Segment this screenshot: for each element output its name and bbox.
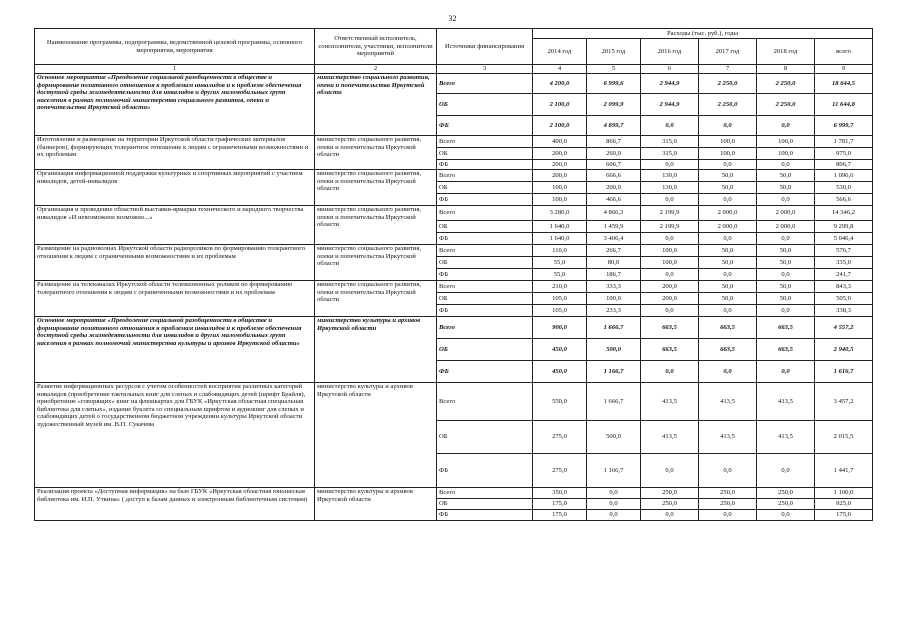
executor: министерство культуры и архивов Иркутской области xyxy=(315,488,437,521)
year-value: 200,0 xyxy=(641,281,699,293)
year-value: 200,0 xyxy=(641,293,699,305)
year-value: 2 199,9 xyxy=(641,221,699,233)
year-value: 0,0 xyxy=(641,454,699,488)
header-executor: Ответственный исполнитель, соисполнители, участники, исполнители мероприятий xyxy=(315,29,437,65)
year-value: 100,0 xyxy=(533,182,587,194)
year-value: 663,5 xyxy=(641,317,699,339)
year-value: 0,0 xyxy=(699,361,757,383)
year-value: 275,0 xyxy=(533,454,587,488)
year-value: 50,0 xyxy=(757,293,815,305)
activity-name: Организация и проведение областной выставки-ярмарки технического и народного творчества инвалидов «И невозможное возможно...» xyxy=(35,206,315,245)
funding-source: ОБ xyxy=(437,499,533,510)
column-index: 9 xyxy=(815,65,873,74)
funding-source: ФБ xyxy=(437,160,533,170)
year-value: 105,0 xyxy=(533,305,587,317)
header-funding-source: Источники финансирования xyxy=(437,29,533,65)
year-value: 0,0 xyxy=(699,116,757,136)
year-value: 0,0 xyxy=(587,499,641,510)
funding-source: Всего xyxy=(437,281,533,293)
total-value: 6 999,7 xyxy=(815,116,873,136)
total-value: 530,0 xyxy=(815,182,873,194)
column-index: 3 xyxy=(437,65,533,74)
year-value: 210,0 xyxy=(533,281,587,293)
activity-name: Развитие информационных ресурсов с учетом особенностей восприятия различных категорий инвалидов (приобретение тактильных книг для слепых и слабовидящих детей (шрифт Брайля), приобретение «говорящих» книг на флешкартах для ГБУК «Иркутская областная специальная библиотека для слепых», издание буклета со специальным шрифтом и аудиокниг для слепых и слабовидящих детей о государственном бюджетном учреждении культуры Иркутской области художественный музей им. В.П. Сукачева xyxy=(35,383,315,488)
year-value: 275,0 xyxy=(533,421,587,454)
total-value: 1 096,6 xyxy=(815,170,873,182)
year-value: 0,0 xyxy=(757,269,815,281)
funding-source: Всего xyxy=(437,317,533,339)
header-year: 2016 год xyxy=(641,39,699,65)
year-value: 663,5 xyxy=(699,317,757,339)
year-value: 666,6 xyxy=(587,170,641,182)
executor: министерство социального развития, опеки и попечительства Иркутской области xyxy=(315,245,437,281)
activity-name: Основное мероприятие «Преодоление социальной разобщенности в обществе и формирование позитивного отношения к проблемам инвалидов и к проблеме обеспечения доступной среды жизнедеятельности для инвалидов и других маломобильных групп населения в рамках полномочий министерства культуры и архивов Иркутской области» xyxy=(35,317,315,383)
year-value: 0,0 xyxy=(587,510,641,521)
header-year: 2014 год xyxy=(533,39,587,65)
year-value: 0,0 xyxy=(641,194,699,206)
total-value: 338,3 xyxy=(815,305,873,317)
year-value: 4 200,0 xyxy=(533,74,587,94)
year-value: 2 000,0 xyxy=(699,206,757,221)
column-index-row xyxy=(35,65,873,74)
year-value: 55,0 xyxy=(533,269,587,281)
year-value: 2 199,9 xyxy=(641,206,699,221)
total-value: 2 940,5 xyxy=(815,339,873,361)
year-value: 400,0 xyxy=(533,136,587,148)
header-total: всего xyxy=(815,39,873,65)
header-year: 2015 год xyxy=(587,39,641,65)
column-index: 1 xyxy=(35,65,315,74)
activity-name: Размещение на телеканалах Иркутской области телевизионных роликов по формированию толерантного отношения к людям с ограниченными возможностями и их проблемам xyxy=(35,281,315,317)
funding-source: ОБ xyxy=(437,339,533,361)
executor: министерство социального развития, опеки и попечительства Иркутской области xyxy=(315,170,437,206)
year-value: 1 666,7 xyxy=(587,317,641,339)
total-value: 4 557,2 xyxy=(815,317,873,339)
year-value: 0,0 xyxy=(699,269,757,281)
year-value: 413,5 xyxy=(641,383,699,421)
executor: министерство культуры и архивов Иркутской области xyxy=(315,383,437,488)
year-value: 0,0 xyxy=(699,160,757,170)
executor: министерство социального развития, опеки и попечительства Иркутской области xyxy=(315,281,437,317)
column-index: 4 xyxy=(533,65,587,74)
year-value: 50,0 xyxy=(757,170,815,182)
year-value: 413,5 xyxy=(757,421,815,454)
year-value: 100,0 xyxy=(757,148,815,160)
table-row xyxy=(35,281,873,293)
total-value: 11 644,8 xyxy=(815,94,873,116)
funding-source: Всего xyxy=(437,206,533,221)
funding-source: ФБ xyxy=(437,510,533,521)
header-year: 2017 год xyxy=(699,39,757,65)
funding-source: ОБ xyxy=(437,148,533,160)
year-value: 50,0 xyxy=(699,293,757,305)
year-value: 130,0 xyxy=(641,170,699,182)
table-row xyxy=(35,206,873,221)
funding-source: ФБ xyxy=(437,233,533,245)
funding-source: ОБ xyxy=(437,293,533,305)
year-value: 200,0 xyxy=(533,170,587,182)
year-value: 413,5 xyxy=(757,383,815,421)
total-value: 1 781,7 xyxy=(815,136,873,148)
funding-source: ФБ xyxy=(437,305,533,317)
year-value: 2 944,9 xyxy=(641,74,699,94)
total-value: 505,0 xyxy=(815,293,873,305)
year-value: 100,0 xyxy=(641,245,699,257)
year-value: 50,0 xyxy=(699,281,757,293)
funding-source: ОБ xyxy=(437,94,533,116)
year-value: 0,0 xyxy=(757,233,815,245)
year-value: 175,0 xyxy=(533,510,587,521)
executor: министерство культуры и архивов Иркутской области xyxy=(315,317,437,383)
year-value: 550,0 xyxy=(533,383,587,421)
funding-source: ОБ xyxy=(437,221,533,233)
page-number: 32 xyxy=(448,14,457,23)
total-value: 14 346,2 xyxy=(815,206,873,221)
year-value: 0,0 xyxy=(699,194,757,206)
table-body xyxy=(35,74,873,521)
year-value: 0,0 xyxy=(757,194,815,206)
column-index: 7 xyxy=(699,65,757,74)
total-value: 175,0 xyxy=(815,510,873,521)
funding-source: Всего xyxy=(437,170,533,182)
year-value: 50,0 xyxy=(699,170,757,182)
funding-source: Всего xyxy=(437,383,533,421)
year-value: 200,0 xyxy=(587,182,641,194)
year-value: 2 250,0 xyxy=(699,94,757,116)
year-value: 80,0 xyxy=(587,257,641,269)
funding-source: Всего xyxy=(437,136,533,148)
year-value: 0,0 xyxy=(757,454,815,488)
year-value: 50,0 xyxy=(699,257,757,269)
total-value: 975,0 xyxy=(815,148,873,160)
year-value: 450,0 xyxy=(533,339,587,361)
total-value: 241,7 xyxy=(815,269,873,281)
year-value: 0,0 xyxy=(699,454,757,488)
total-value: 566,6 xyxy=(815,194,873,206)
year-value: 250,0 xyxy=(757,499,815,510)
year-value: 4 866,3 xyxy=(587,206,641,221)
executor: министерство социального развития, опеки и попечительства Иркутской области xyxy=(315,136,437,170)
year-value: 0,0 xyxy=(641,305,699,317)
year-value: 0,0 xyxy=(757,361,815,383)
year-value: 100,0 xyxy=(587,293,641,305)
year-value: 186,7 xyxy=(587,269,641,281)
year-value: 2 100,0 xyxy=(533,116,587,136)
table-row xyxy=(35,383,873,421)
column-index: 6 xyxy=(641,65,699,74)
year-value: 315,0 xyxy=(641,148,699,160)
year-value: 0,0 xyxy=(641,160,699,170)
year-value: 100,0 xyxy=(533,194,587,206)
year-value: 250,0 xyxy=(641,488,699,499)
year-value: 233,3 xyxy=(587,305,641,317)
year-value: 130,0 xyxy=(641,182,699,194)
year-value: 900,0 xyxy=(533,317,587,339)
total-value: 1 100,0 xyxy=(815,488,873,499)
year-value: 200,0 xyxy=(533,160,587,170)
activity-name: Изготовление и размещение на территории Иркутской области графических материалов (баннеров), формирующих толерантное отношение к людям с ограниченными возможностями и их проблемам xyxy=(35,136,315,170)
year-value: 3 280,0 xyxy=(533,206,587,221)
year-value: 260,0 xyxy=(587,148,641,160)
year-value: 250,0 xyxy=(699,488,757,499)
year-value: 315,0 xyxy=(641,136,699,148)
year-value: 0,0 xyxy=(641,233,699,245)
table-row xyxy=(35,245,873,257)
total-value: 1 441,7 xyxy=(815,454,873,488)
year-value: 250,0 xyxy=(641,499,699,510)
total-value: 2 015,5 xyxy=(815,421,873,454)
year-value: 606,7 xyxy=(587,160,641,170)
year-value: 110,0 xyxy=(533,245,587,257)
year-value: 333,3 xyxy=(587,281,641,293)
total-value: 843,3 xyxy=(815,281,873,293)
year-value: 2 000,0 xyxy=(699,221,757,233)
activity-name: Реализация проекта «Доступная информация» на базе ГБУК «Иркутская областная юношеская библиотека им. И.П. Уткина» ( доступ к базам данных и электронным библиотечным системам) xyxy=(35,488,315,521)
header-expenses: Расходы (тыс. руб.), годы xyxy=(533,29,873,39)
column-index: 8 xyxy=(757,65,815,74)
funding-source: ОБ xyxy=(437,421,533,454)
year-value: 1 640,0 xyxy=(533,233,587,245)
funding-source: ФБ xyxy=(437,194,533,206)
funding-source: ОБ xyxy=(437,257,533,269)
year-value: 250,0 xyxy=(699,499,757,510)
year-value: 2 250,0 xyxy=(699,74,757,94)
year-value: 100,0 xyxy=(641,257,699,269)
column-index: 5 xyxy=(587,65,641,74)
year-value: 663,5 xyxy=(757,317,815,339)
year-value: 3 406,4 xyxy=(587,233,641,245)
year-value: 50,0 xyxy=(757,281,815,293)
total-value: 335,0 xyxy=(815,257,873,269)
year-value: 1 166,7 xyxy=(587,361,641,383)
year-value: 0,0 xyxy=(757,305,815,317)
year-value: 266,7 xyxy=(587,245,641,257)
year-value: 2 250,0 xyxy=(757,74,815,94)
total-value: 806,7 xyxy=(815,160,873,170)
year-value: 1 459,9 xyxy=(587,221,641,233)
year-value: 663,5 xyxy=(641,339,699,361)
total-value: 5 046,4 xyxy=(815,233,873,245)
year-value: 50,0 xyxy=(757,182,815,194)
year-value: 663,5 xyxy=(699,339,757,361)
year-value: 100,0 xyxy=(757,136,815,148)
year-value: 6 999,6 xyxy=(587,74,641,94)
year-value: 0,0 xyxy=(641,269,699,281)
year-value: 2 000,0 xyxy=(757,221,815,233)
year-value: 175,0 xyxy=(533,499,587,510)
year-value: 50,0 xyxy=(699,182,757,194)
year-value: 413,5 xyxy=(699,383,757,421)
total-value: 925,0 xyxy=(815,499,873,510)
year-value: 50,0 xyxy=(699,245,757,257)
year-value: 50,0 xyxy=(757,245,815,257)
funding-source: ОБ xyxy=(437,182,533,194)
executor: министерство социального развития, опеки и попечительства Иркутской области xyxy=(315,206,437,245)
year-value: 2 000,0 xyxy=(757,206,815,221)
table-row xyxy=(35,74,873,94)
year-value: 0,0 xyxy=(757,510,815,521)
year-value: 100,0 xyxy=(699,148,757,160)
year-value: 0,0 xyxy=(641,116,699,136)
year-value: 105,0 xyxy=(533,293,587,305)
year-value: 1 166,7 xyxy=(587,454,641,488)
year-value: 866,7 xyxy=(587,136,641,148)
year-value: 55,0 xyxy=(533,257,587,269)
year-value: 663,5 xyxy=(757,339,815,361)
year-value: 0,0 xyxy=(641,361,699,383)
year-value: 413,5 xyxy=(641,421,699,454)
year-value: 1 666,7 xyxy=(587,383,641,421)
header-program-name: Наименование программы, подпрограммы, ведомственной целевой программы, основного мероприятия, мероприятия xyxy=(35,29,315,65)
year-value: 100,0 xyxy=(699,136,757,148)
total-value: 9 299,8 xyxy=(815,221,873,233)
table-row xyxy=(35,170,873,182)
year-value: 0,0 xyxy=(757,160,815,170)
budget-table xyxy=(34,28,873,521)
year-value: 200,0 xyxy=(533,148,587,160)
executor: министерство социального развития, опеки и попечительства Иркутской области xyxy=(315,74,437,136)
year-value: 0,0 xyxy=(699,233,757,245)
table-row xyxy=(35,136,873,148)
activity-name: Организация информационной поддержки культурных и спортивных мероприятий с участием инвалидов, детей-инвалидов xyxy=(35,170,315,206)
funding-source: Всего xyxy=(437,74,533,94)
year-value: 0,0 xyxy=(587,488,641,499)
funding-source: ФБ xyxy=(437,269,533,281)
total-value: 576,7 xyxy=(815,245,873,257)
year-value: 0,0 xyxy=(757,116,815,136)
year-value: 450,0 xyxy=(533,361,587,383)
year-value: 4 899,7 xyxy=(587,116,641,136)
year-value: 2 250,0 xyxy=(757,94,815,116)
total-value: 18 644,5 xyxy=(815,74,873,94)
year-value: 50,0 xyxy=(757,257,815,269)
column-index: 2 xyxy=(315,65,437,74)
activity-name: Основное мероприятие «Преодоление социальной разобщенности в обществе и формирование позитивного отношения к проблемам инвалидов и к проблеме обеспечения доступной среды жизнедеятельности для инвалидов и других маломобильных групп населения в рамках полномочий министерства социального развития, опеки и попечительства Иркутской области» xyxy=(35,74,315,136)
year-value: 500,0 xyxy=(587,421,641,454)
year-value: 466,6 xyxy=(587,194,641,206)
funding-source: Всего xyxy=(437,245,533,257)
funding-source: ФБ xyxy=(437,116,533,136)
funding-source: Всего xyxy=(437,488,533,499)
year-value: 0,0 xyxy=(699,510,757,521)
funding-source: ФБ xyxy=(437,361,533,383)
year-value: 413,5 xyxy=(699,421,757,454)
year-value: 2 099,9 xyxy=(587,94,641,116)
table-row xyxy=(35,317,873,339)
year-value: 500,0 xyxy=(587,339,641,361)
table-row xyxy=(35,488,873,499)
year-value: 2 944,9 xyxy=(641,94,699,116)
funding-source: ФБ xyxy=(437,454,533,488)
year-value: 250,0 xyxy=(757,488,815,499)
total-value: 3 457,2 xyxy=(815,383,873,421)
year-value: 1 640,0 xyxy=(533,221,587,233)
year-value: 0,0 xyxy=(699,305,757,317)
year-value: 350,0 xyxy=(533,488,587,499)
header-year: 2018 год xyxy=(757,39,815,65)
year-value: 0,0 xyxy=(641,510,699,521)
total-value: 1 616,7 xyxy=(815,361,873,383)
activity-name: Размещение на радиоволнах Иркутской области радиороликов по формированию толерантного отношения к людям с ограниченными возможностями и их проблемам xyxy=(35,245,315,281)
year-value: 2 100,0 xyxy=(533,94,587,116)
